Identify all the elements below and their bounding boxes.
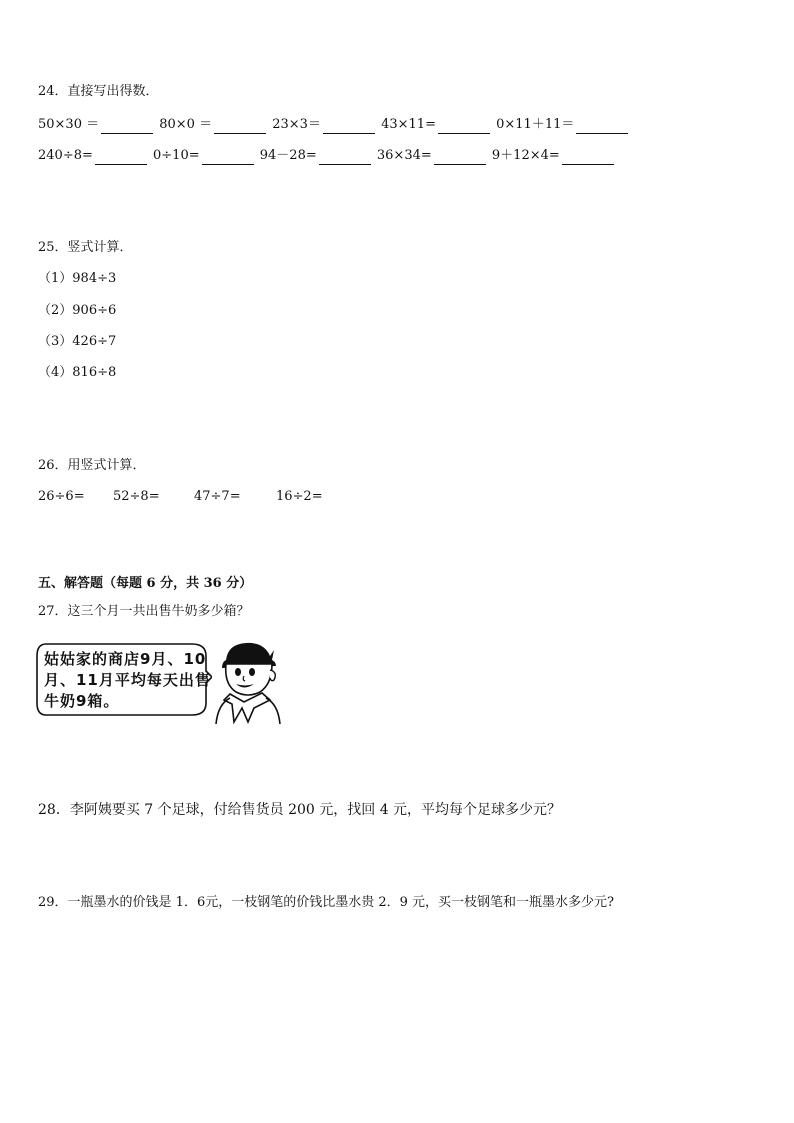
q25-title: 25．竖式计算． xyxy=(38,240,133,255)
q26-item-3: 47÷7= xyxy=(194,489,241,504)
answer-blank[interactable] xyxy=(562,150,614,165)
q24-title: 24．直接写出得数． xyxy=(38,84,159,99)
q24-expr: 240÷8= xyxy=(38,148,93,163)
answer-blank[interactable] xyxy=(202,150,254,165)
q25-item-2: （2）906÷6 xyxy=(38,303,117,318)
q24-expr: 94－28= xyxy=(259,148,317,163)
q24-row-1 xyxy=(38,116,630,134)
answer-blank[interactable] xyxy=(214,119,266,134)
q24-expr: 43×11= xyxy=(381,117,436,132)
q27-title: 27．这三个月一共出售牛奶多少箱？ xyxy=(38,604,250,619)
q25-item-4: （4）816÷8 xyxy=(38,365,117,380)
q24-expr: 80×0 ＝ xyxy=(159,117,213,132)
q24-row-2 xyxy=(38,147,616,165)
section-heading: 五、解答题（每题 6 分，共 36 分） xyxy=(38,576,253,591)
boy-illustration xyxy=(214,638,282,724)
q24-expr: 0÷10= xyxy=(153,148,200,163)
q24-expr: 36×34= xyxy=(376,148,432,163)
answer-blank[interactable] xyxy=(434,150,486,165)
q26-title: 26．用竖式计算． xyxy=(38,458,146,473)
q24-expr: 9＋12×4= xyxy=(491,148,560,163)
q24-expr: 23×3＝ xyxy=(272,117,321,132)
q24-expr: 0×11＋11＝ xyxy=(496,117,575,132)
q28-title: 28．李阿姨要买 7 个足球，付给售货员 200 元，找回 4 元，平均每个足球多少元？ xyxy=(38,802,562,818)
q29-title: 29．一瓶墨水的价钱是 1．6元，一枝钢笔的价钱比墨水贵 2．9 元，买一枝钢笔和一瓶墨水多少元? xyxy=(38,895,614,910)
q24-expr: 50×30 ＝ xyxy=(38,117,100,132)
answer-blank[interactable] xyxy=(438,119,490,134)
answer-blank[interactable] xyxy=(319,150,371,165)
answer-blank[interactable] xyxy=(323,119,375,134)
q26-item-4: 16÷2= xyxy=(276,489,323,504)
q25-item-1: （1）984÷3 xyxy=(38,271,117,286)
answer-blank[interactable] xyxy=(95,150,147,165)
q25-item-3: （3）426÷7 xyxy=(38,334,117,349)
q26-item-1: 26÷6= xyxy=(38,489,85,504)
answer-blank[interactable] xyxy=(101,119,153,134)
answer-blank[interactable] xyxy=(576,119,628,134)
bubble-text: 姑姑家的商店9月、10月、11月平均每天出售牛奶9箱。 xyxy=(44,650,211,710)
q26-item-2: 52÷8= xyxy=(113,489,160,504)
